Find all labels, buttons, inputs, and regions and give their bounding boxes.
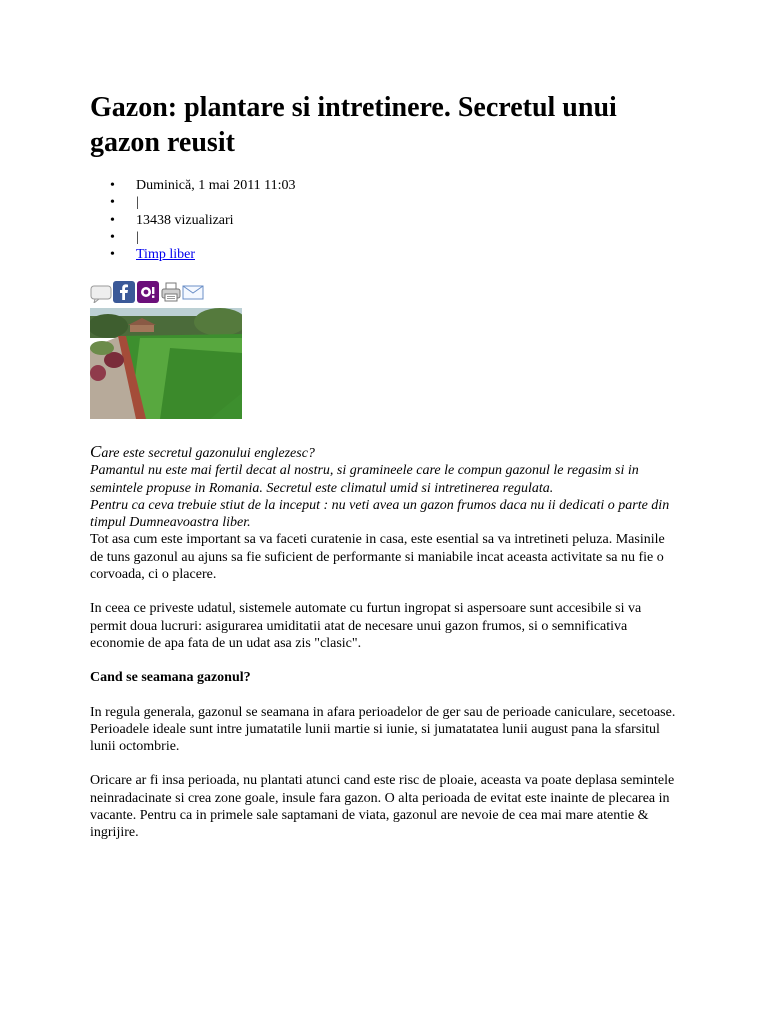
comment-icon[interactable]	[90, 281, 112, 303]
date-text: Duminică, 1 mai 2011 11:03	[136, 178, 296, 193]
paragraph: In ceea ce priveste udatul, sistemele automate cu furtun ingropat si aspersoare sunt accesibile si va permit doua lucruri: asigurarea umiditatii atat de necesare unui gazon frumos, si o semnificativa economie de apa fata de un udat asa zis "clasic".	[90, 601, 642, 651]
meta-separator	[90, 194, 296, 211]
drop-cap: C	[90, 442, 102, 461]
facebook-icon[interactable]	[113, 281, 135, 303]
meta-category	[90, 246, 296, 263]
article-thumbnail	[90, 308, 242, 419]
meta-date	[90, 177, 296, 194]
section-heading: Cand se seamana gazonul?	[90, 670, 251, 686]
intro-question-text: are este secretul gazonului englezesc?	[101, 446, 315, 461]
paragraph: Perioadele ideale sunt intre jumatatile lunii martie si iunie, si jumatatatea lunii august pana la sfarsitul lunii octombrie.	[90, 721, 660, 755]
paragraph: In regula generala, gazonul se seamana in afara perioadelor de ger sau de perioade caniculare, secetoase.	[90, 704, 676, 720]
category-link[interactable]: Timp liber	[136, 247, 195, 263]
intro-paragraph: Pamantul nu este mai fertil decat al nostru, si gramineele care le compun gazonul le regasim si in semintele propuse in Romania. Secretul este climatul umid si intretinerea regulata.	[90, 463, 639, 496]
print-icon[interactable]	[160, 281, 182, 303]
article-body	[90, 443, 676, 842]
paragraph: Oricare ar fi insa perioada, nu plantati atunci cand este risc de ploaie, aceasta va poate deplasa semintele neinradacinate si crea zone goale, insule fara gazon. O alta perioada de evitat este inainte de plecarea in vacante. Pentru ca in primele sale saptamani de viata, gazonul are nevoie de cea mai mare atentie & ingrijire.	[90, 773, 675, 841]
page-title: Gazon: plantare si intretinere. Secretul unui gazon reusit	[90, 92, 617, 158]
intro-paragraph: Pentru ca ceva trebuie stiut de la inceput : nu veti avea un gazon frumos daca nu ii dedicati o parte din timpul Dumneavoastra liber.	[90, 497, 670, 531]
meta-views	[90, 212, 296, 229]
meta-separator	[90, 229, 296, 246]
paragraph: Tot asa cum este important sa va faceti curatenie in casa, este esential sa va intretineti peluza. Masinile de tuns gazonul au ajuns sa fie suficient de performante si maniabile incat aceasta activitate sa nu fie o corvoada, ci o placere.	[90, 532, 665, 583]
separator-text: |	[136, 229, 139, 245]
views-text: 13438 vizualizari	[136, 212, 234, 228]
intro-question	[90, 443, 676, 462]
yahoo-icon[interactable]	[137, 281, 159, 303]
email-icon[interactable]	[182, 281, 204, 303]
separator-text: |	[136, 195, 139, 211]
article-meta-list	[90, 177, 296, 263]
